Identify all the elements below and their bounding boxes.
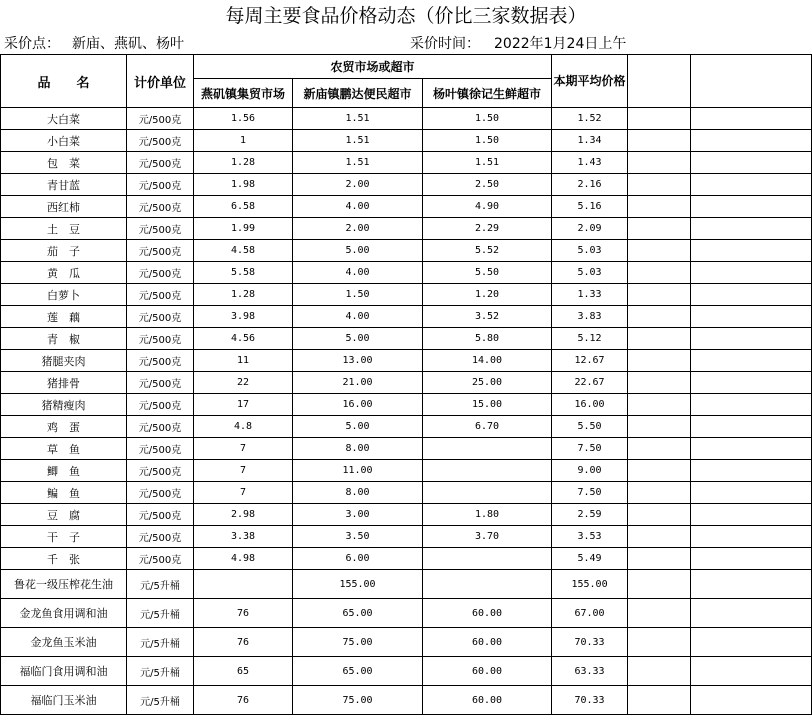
empty-cell (628, 196, 691, 218)
item-name-cell: 猪腿夹肉 (1, 350, 127, 372)
market-3-price-cell: 25.00 (423, 372, 552, 394)
empty-cell (628, 174, 691, 196)
empty-cell (628, 394, 691, 416)
market-1-price-cell: 1.28 (194, 284, 293, 306)
empty-cell (691, 196, 812, 218)
average-price-cell: 1.52 (552, 108, 628, 130)
item-name-cell: 土 豆 (1, 218, 127, 240)
average-price-cell: 5.16 (552, 196, 628, 218)
market-3-price-cell: 60.00 (423, 599, 552, 628)
market-3-price-cell: 4.90 (423, 196, 552, 218)
empty-cell (691, 394, 812, 416)
market-3-price-cell: 5.52 (423, 240, 552, 262)
market-2-price-cell: 1.51 (293, 152, 423, 174)
market-2-price-cell: 3.50 (293, 526, 423, 548)
unit-cell: 元/5升桶 (127, 657, 194, 686)
empty-cell (691, 416, 812, 438)
market-2-price-cell: 4.00 (293, 262, 423, 284)
market-3-price-cell (423, 482, 552, 504)
average-price-cell: 70.33 (552, 686, 628, 715)
empty-cell (628, 306, 691, 328)
market-3-price-cell (423, 570, 552, 599)
unit-cell: 元/5升桶 (127, 686, 194, 715)
table-row (1, 262, 812, 284)
item-name-cell: 金龙鱼玉米油 (1, 628, 127, 657)
header-unit: 计价单位 (127, 55, 194, 108)
item-name-cell: 小白菜 (1, 130, 127, 152)
market-1-price-cell: 4.8 (194, 416, 293, 438)
unit-cell: 元/500克 (127, 438, 194, 460)
empty-cell (628, 152, 691, 174)
empty-cell (628, 240, 691, 262)
market-1-price-cell: 7 (194, 482, 293, 504)
empty-cell (628, 526, 691, 548)
empty-cell (628, 130, 691, 152)
market-3-price-cell: 1.51 (423, 152, 552, 174)
market-1-price-cell: 4.58 (194, 240, 293, 262)
item-name-cell: 鳊 鱼 (1, 482, 127, 504)
table-row (1, 306, 812, 328)
empty-cell (628, 686, 691, 715)
average-price-cell: 16.00 (552, 394, 628, 416)
empty-cell (628, 504, 691, 526)
empty-cell (628, 628, 691, 657)
unit-cell: 元/500克 (127, 372, 194, 394)
unit-cell: 元/5升桶 (127, 628, 194, 657)
item-name-cell: 鸡 蛋 (1, 416, 127, 438)
average-price-cell: 3.83 (552, 306, 628, 328)
market-1-price-cell: 1 (194, 130, 293, 152)
table-row (1, 130, 812, 152)
table-row (1, 599, 812, 628)
unit-cell: 元/500克 (127, 262, 194, 284)
market-1-price-cell: 76 (194, 599, 293, 628)
average-price-cell: 5.03 (552, 262, 628, 284)
empty-cell (691, 328, 812, 350)
market-1-price-cell: 76 (194, 686, 293, 715)
empty-cell (628, 599, 691, 628)
header-market-2: 新庙镇鹏达便民超市 (293, 79, 423, 108)
unit-cell: 元/500克 (127, 460, 194, 482)
market-3-price-cell (423, 438, 552, 460)
table-row (1, 284, 812, 306)
market-2-price-cell: 1.51 (293, 130, 423, 152)
empty-cell (628, 482, 691, 504)
market-2-price-cell: 65.00 (293, 599, 423, 628)
item-name-cell: 大白菜 (1, 108, 127, 130)
item-name-cell: 福临门食用调和油 (1, 657, 127, 686)
empty-cell (691, 657, 812, 686)
table-row (1, 504, 812, 526)
empty-cell (628, 328, 691, 350)
item-name-cell: 莲 藕 (1, 306, 127, 328)
average-price-cell: 12.67 (552, 350, 628, 372)
item-name-cell: 干 子 (1, 526, 127, 548)
market-1-price-cell: 7 (194, 460, 293, 482)
market-3-price-cell: 6.70 (423, 416, 552, 438)
empty-cell (628, 262, 691, 284)
empty-cell (691, 284, 812, 306)
market-3-price-cell: 2.50 (423, 174, 552, 196)
empty-cell (691, 108, 812, 130)
market-3-price-cell: 2.29 (423, 218, 552, 240)
average-price-cell: 5.12 (552, 328, 628, 350)
item-name-cell: 包 菜 (1, 152, 127, 174)
empty-cell (691, 570, 812, 599)
item-name-cell: 猪排骨 (1, 372, 127, 394)
average-price-cell: 1.33 (552, 284, 628, 306)
table-row (1, 628, 812, 657)
market-2-price-cell: 4.00 (293, 306, 423, 328)
market-3-price-cell: 60.00 (423, 686, 552, 715)
empty-cell (628, 438, 691, 460)
market-2-price-cell: 1.51 (293, 108, 423, 130)
market-3-price-cell: 5.50 (423, 262, 552, 284)
empty-header-cell (691, 55, 812, 108)
market-3-price-cell: 1.20 (423, 284, 552, 306)
table-row (1, 174, 812, 196)
market-1-price-cell: 4.98 (194, 548, 293, 570)
market-1-price-cell: 76 (194, 628, 293, 657)
market-1-price-cell: 17 (194, 394, 293, 416)
page-title: 每周主要食品价格动态（价比三家数据表） (225, 5, 587, 27)
market-1-price-cell: 3.38 (194, 526, 293, 548)
market-2-price-cell: 155.00 (293, 570, 423, 599)
average-price-cell: 7.50 (552, 482, 628, 504)
market-2-price-cell: 1.50 (293, 284, 423, 306)
market-2-price-cell: 5.00 (293, 240, 423, 262)
unit-cell: 元/5升桶 (127, 599, 194, 628)
market-2-price-cell: 21.00 (293, 372, 423, 394)
average-price-cell: 67.00 (552, 599, 628, 628)
table-row (1, 438, 812, 460)
market-1-price-cell: 1.99 (194, 218, 293, 240)
average-price-cell: 2.16 (552, 174, 628, 196)
empty-cell (691, 306, 812, 328)
market-1-price-cell: 1.28 (194, 152, 293, 174)
item-name-cell: 豆 腐 (1, 504, 127, 526)
average-price-cell: 2.09 (552, 218, 628, 240)
header-name: 品 名 (1, 55, 127, 108)
market-3-price-cell (423, 548, 552, 570)
item-name-cell: 猪精瘦肉 (1, 394, 127, 416)
market-3-price-cell: 3.52 (423, 306, 552, 328)
header-market-group: 农贸市场或超市 (194, 55, 552, 79)
market-3-price-cell: 1.80 (423, 504, 552, 526)
empty-cell (628, 460, 691, 482)
empty-cell (691, 482, 812, 504)
market-3-price-cell: 15.00 (423, 394, 552, 416)
empty-cell (691, 628, 812, 657)
empty-cell (628, 570, 691, 599)
item-name-cell: 西红柿 (1, 196, 127, 218)
item-name-cell: 鲫 鱼 (1, 460, 127, 482)
header-market-1: 燕矶镇集贸市场 (194, 79, 293, 108)
unit-cell: 元/500克 (127, 416, 194, 438)
market-2-price-cell: 13.00 (293, 350, 423, 372)
item-name-cell: 鲁花一级压榨花生油 (1, 570, 127, 599)
market-1-price-cell: 22 (194, 372, 293, 394)
unit-cell: 元/500克 (127, 328, 194, 350)
average-price-cell: 155.00 (552, 570, 628, 599)
market-2-price-cell: 11.00 (293, 460, 423, 482)
item-name-cell: 草 鱼 (1, 438, 127, 460)
location-value: 新庙、燕矶、杨叶 (72, 36, 184, 52)
empty-cell (691, 460, 812, 482)
empty-cell (691, 372, 812, 394)
table-row (1, 570, 812, 599)
unit-cell: 元/500克 (127, 284, 194, 306)
empty-cell (691, 599, 812, 628)
average-price-cell: 7.50 (552, 438, 628, 460)
average-price-cell: 1.43 (552, 152, 628, 174)
empty-cell (691, 504, 812, 526)
unit-cell: 元/500克 (127, 306, 194, 328)
average-price-cell: 70.33 (552, 628, 628, 657)
market-2-price-cell: 3.00 (293, 504, 423, 526)
price-table (0, 54, 812, 715)
unit-cell: 元/500克 (127, 548, 194, 570)
market-1-price-cell: 65 (194, 657, 293, 686)
table-row (1, 372, 812, 394)
market-3-price-cell: 60.00 (423, 628, 552, 657)
table-row (1, 394, 812, 416)
table-row (1, 196, 812, 218)
table-row (1, 482, 812, 504)
market-2-price-cell: 6.00 (293, 548, 423, 570)
market-2-price-cell: 5.00 (293, 416, 423, 438)
empty-cell (691, 218, 812, 240)
unit-cell: 元/500克 (127, 482, 194, 504)
table-row (1, 152, 812, 174)
market-1-price-cell: 7 (194, 438, 293, 460)
header-average: 本期平均价格 (552, 55, 628, 108)
item-name-cell: 青甘蓝 (1, 174, 127, 196)
empty-cell (628, 372, 691, 394)
empty-cell (691, 686, 812, 715)
empty-cell (691, 174, 812, 196)
market-3-price-cell: 5.80 (423, 328, 552, 350)
unit-cell: 元/500克 (127, 218, 194, 240)
table-row (1, 350, 812, 372)
average-price-cell: 9.00 (552, 460, 628, 482)
empty-cell (691, 438, 812, 460)
market-3-price-cell: 60.00 (423, 657, 552, 686)
header-market-3: 杨叶镇徐记生鲜超市 (423, 79, 552, 108)
average-price-cell: 5.03 (552, 240, 628, 262)
empty-cell (691, 526, 812, 548)
table-row (1, 526, 812, 548)
unit-cell: 元/500克 (127, 174, 194, 196)
item-name-cell: 茄 子 (1, 240, 127, 262)
empty-cell (628, 218, 691, 240)
market-2-price-cell: 4.00 (293, 196, 423, 218)
average-price-cell: 1.34 (552, 130, 628, 152)
empty-cell (691, 262, 812, 284)
market-1-price-cell: 2.98 (194, 504, 293, 526)
table-row (1, 548, 812, 570)
unit-cell: 元/500克 (127, 152, 194, 174)
market-2-price-cell: 2.00 (293, 218, 423, 240)
unit-cell: 元/500克 (127, 394, 194, 416)
table-row (1, 108, 812, 130)
location-label: 采价点： (4, 36, 60, 52)
market-1-price-cell: 4.56 (194, 328, 293, 350)
item-name-cell: 白萝卜 (1, 284, 127, 306)
unit-cell: 元/500克 (127, 130, 194, 152)
item-name-cell: 千 张 (1, 548, 127, 570)
empty-cell (628, 548, 691, 570)
unit-cell: 元/500克 (127, 350, 194, 372)
market-3-price-cell: 1.50 (423, 130, 552, 152)
market-2-price-cell: 75.00 (293, 628, 423, 657)
unit-cell: 元/5升桶 (127, 570, 194, 599)
item-name-cell: 黄 瓜 (1, 262, 127, 284)
empty-cell (628, 284, 691, 306)
market-2-price-cell: 8.00 (293, 438, 423, 460)
empty-cell (691, 152, 812, 174)
table-row (1, 460, 812, 482)
market-3-price-cell: 1.50 (423, 108, 552, 130)
empty-cell (691, 350, 812, 372)
market-1-price-cell: 1.56 (194, 108, 293, 130)
item-name-cell: 青 椒 (1, 328, 127, 350)
average-price-cell: 3.53 (552, 526, 628, 548)
unit-cell: 元/500克 (127, 526, 194, 548)
average-price-cell: 63.33 (552, 657, 628, 686)
table-row (1, 218, 812, 240)
average-price-cell: 5.50 (552, 416, 628, 438)
time-label: 采价时间： (410, 36, 480, 52)
market-2-price-cell: 2.00 (293, 174, 423, 196)
empty-cell (691, 130, 812, 152)
item-name-cell: 福临门玉米油 (1, 686, 127, 715)
table-row (1, 416, 812, 438)
market-3-price-cell: 14.00 (423, 350, 552, 372)
average-price-cell: 2.59 (552, 504, 628, 526)
market-3-price-cell: 3.70 (423, 526, 552, 548)
market-2-price-cell: 75.00 (293, 686, 423, 715)
market-1-price-cell: 3.98 (194, 306, 293, 328)
table-row (1, 686, 812, 715)
unit-cell: 元/500克 (127, 240, 194, 262)
table-row (1, 657, 812, 686)
average-price-cell: 22.67 (552, 372, 628, 394)
empty-cell (691, 240, 812, 262)
market-2-price-cell: 16.00 (293, 394, 423, 416)
empty-cell (628, 350, 691, 372)
empty-cell (628, 657, 691, 686)
table-row (1, 328, 812, 350)
market-2-price-cell: 65.00 (293, 657, 423, 686)
market-2-price-cell: 8.00 (293, 482, 423, 504)
unit-cell: 元/500克 (127, 504, 194, 526)
time-value: 2022年1月24日上午 (494, 36, 627, 52)
unit-cell: 元/500克 (127, 108, 194, 130)
market-1-price-cell: 5.58 (194, 262, 293, 284)
empty-cell (691, 548, 812, 570)
average-price-cell: 5.49 (552, 548, 628, 570)
empty-cell (628, 416, 691, 438)
market-3-price-cell (423, 460, 552, 482)
unit-cell: 元/500克 (127, 196, 194, 218)
item-name-cell: 金龙鱼食用调和油 (1, 599, 127, 628)
table-row (1, 240, 812, 262)
empty-header-cell (628, 55, 691, 108)
market-1-price-cell: 1.98 (194, 174, 293, 196)
market-1-price-cell (194, 570, 293, 599)
market-1-price-cell: 11 (194, 350, 293, 372)
market-2-price-cell: 5.00 (293, 328, 423, 350)
market-1-price-cell: 6.58 (194, 196, 293, 218)
empty-cell (628, 108, 691, 130)
